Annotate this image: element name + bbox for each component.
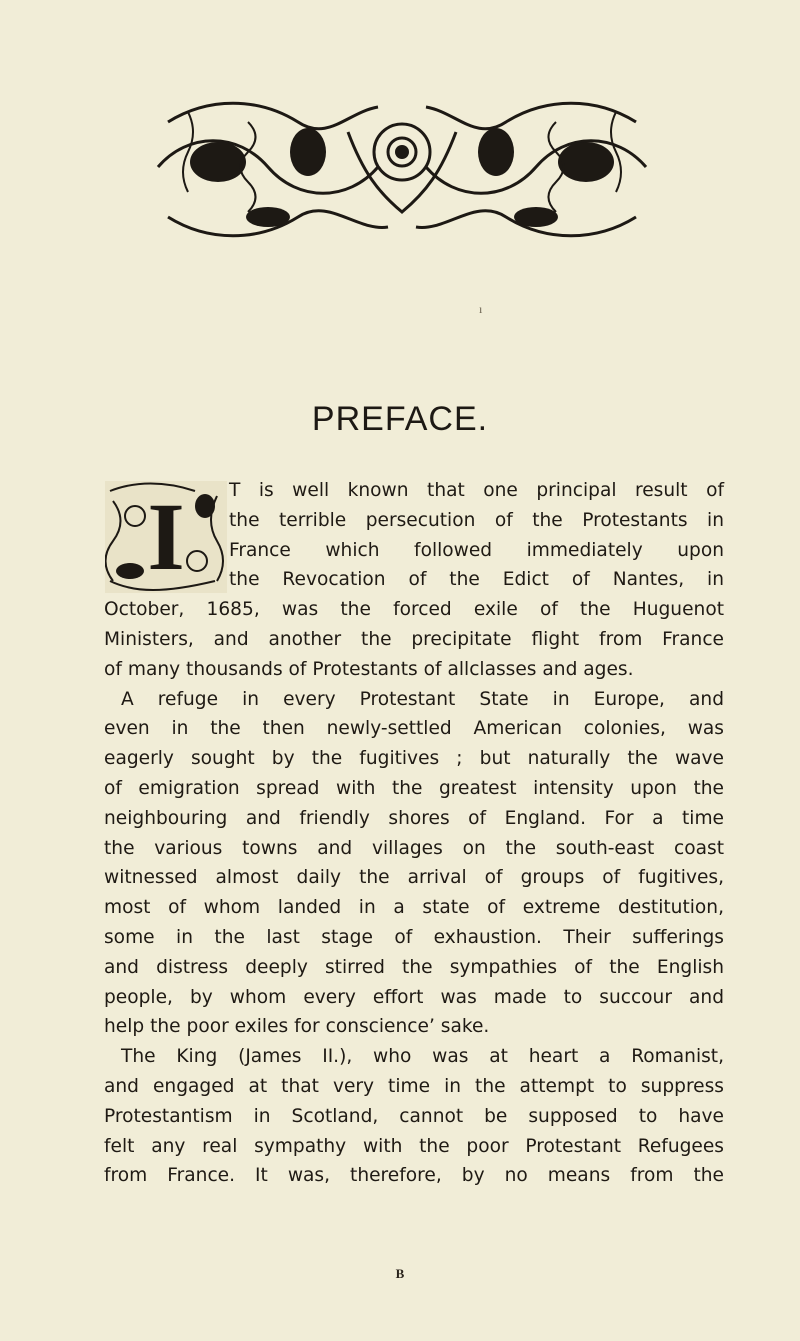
dropcap-letter: I [147,483,185,590]
signature-mark: B [395,1266,405,1281]
text-line: eagerly sought by the fugitives ; but naturally the wave [104,748,724,770]
text-line: Ministers, and another the precipitate flight from France [104,628,724,650]
text-line: the terrible persecution of the Protestants in [229,509,724,531]
text-line: witnessed almost daily the arrival of groups of fugitives, [104,867,724,889]
text-line: some in the last stage of exhaustion. Their sufferings [104,926,724,948]
text-line: people, by whom every effort was made to succour and [104,986,724,1008]
text-line: even in the then newly-settled American colonies, was [104,718,724,740]
text-line: October, 1685, was the forced exile of the Huguenot [104,599,724,621]
text-line: The King (James II.), who was at heart a Romanist, [121,1046,724,1068]
page-title: PREFACE. [311,400,489,438]
text-line: most of whom landed in a state of extreme destitution, [104,897,724,919]
text-line: of many thousands of Protestants of allclasses and ages. [104,658,634,680]
text-line: help the poor exiles for conscience’ sake. [104,1016,490,1038]
text-line: and distress deeply stirred the sympathies of the English [104,956,724,978]
stray-mark: ı [479,302,483,316]
headpiece-ornament [148,92,656,244]
text-line: A refuge in every Protestant State in Europe, and [121,688,724,710]
preface-body [104,476,724,1191]
text-line: the Revocation of the Edict of Nantes, in [229,569,724,591]
text-line: France which followed immediately upon [229,539,724,561]
text-line: neighbouring and friendly shores of England. For a time [104,807,724,829]
text-line: felt any real sympathy with the poor Protestant Refugees [104,1135,724,1157]
text-line: and engaged at that very time in the attempt to suppress [104,1075,724,1097]
text-line: from France. It was, therefore, by no means from the [104,1165,724,1187]
text-line: Protestantism in Scotland, cannot be supposed to have [104,1105,724,1127]
text-line: the various towns and villages on the south-east coast [104,837,724,859]
text-line: of emigration spread with the greatest intensity upon the [104,777,724,799]
text-line: T is well known that one principal result of [229,480,724,501]
